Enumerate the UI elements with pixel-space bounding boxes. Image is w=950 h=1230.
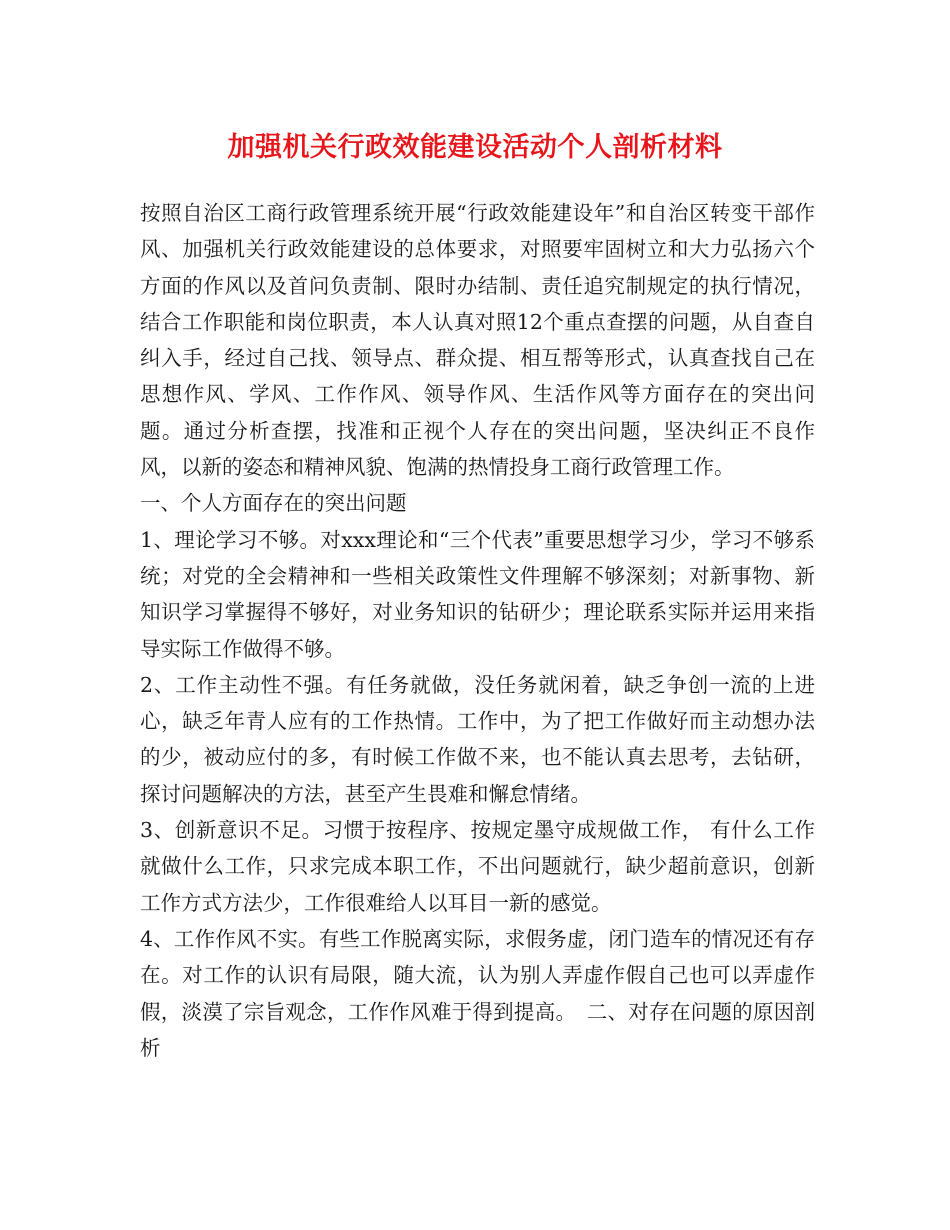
issue-paragraph-3: 3、创新意识不足。习惯于按程序、按规定墨守成规做工作， 有什么工作就做什么工作，只求完成本职工作，不出问题就行，缺少超前意识，创新工作方式方法少，工作很难给人以耳目一新的感觉。 (140, 818, 815, 915)
document-title: 加强机关行政效能建设活动个人剖析材料 (227, 132, 723, 163)
issue-paragraph-4: 4、工作作风不实。有些工作脱离实际，求假务虚，闭门造车的情况还有存在。对工作的认识有局限，随大流，认为别人弄虚作假自己也可以弄虚作假，淡漠了宗旨观念，工作作风难于得到提高。 二、对存在问题的原因剖析 (140, 926, 815, 1060)
intro-paragraph: 按照自治区工商行政管理系统开展“行政效能建设年”和自治区转变干部作风、加强机关行政效能建设的总体要求，对照要牢固树立和大力弘扬六个方面的作风以及首问负责制、限时办结制、责任追究制规定的执行情况，结合工作职能和岗位职责，本人认真对照12个重点查摆的问题，从自查自纠入手，经过自己找、领导点、群众提、相互帮等形式，认真查找自己在思想作风、学风、工作作风、领导作风、生活作风等方面存在的突出问题。通过分析查摆，找准和正视个人存在的突出问题，坚决纠正不良作风，以新的姿态和精神风貌、饱满的热情投身工商行政管理工作。 (140, 201, 815, 480)
issue-paragraph-2: 2、工作主动性不强。有任务就做，没任务就闲着，缺乏争创一流的上进心，缺乏年青人应有的工作热情。工作中，为了把工作做好而主动想办法的少，被动应付的多，有时候工作做不来，也不能认真去思考，去钻研，探讨问题解决的方法，甚至产生畏难和懈怠情绪。 (140, 672, 815, 806)
document-body (140, 195, 815, 1066)
issue-paragraph-1: 1、理论学习不够。对xxx理论和“三个代表”重要思想学习少，学习不够系统；对党的全会精神和一些相关政策性文件理解不够深刻；对新事物、新知识学习掌握得不够好，对业务知识的钻研少；理论联系实际并运用来指导实际工作做得不够。 (140, 527, 815, 661)
section-heading-one: 一、个人方面存在的突出问题 (140, 491, 407, 516)
